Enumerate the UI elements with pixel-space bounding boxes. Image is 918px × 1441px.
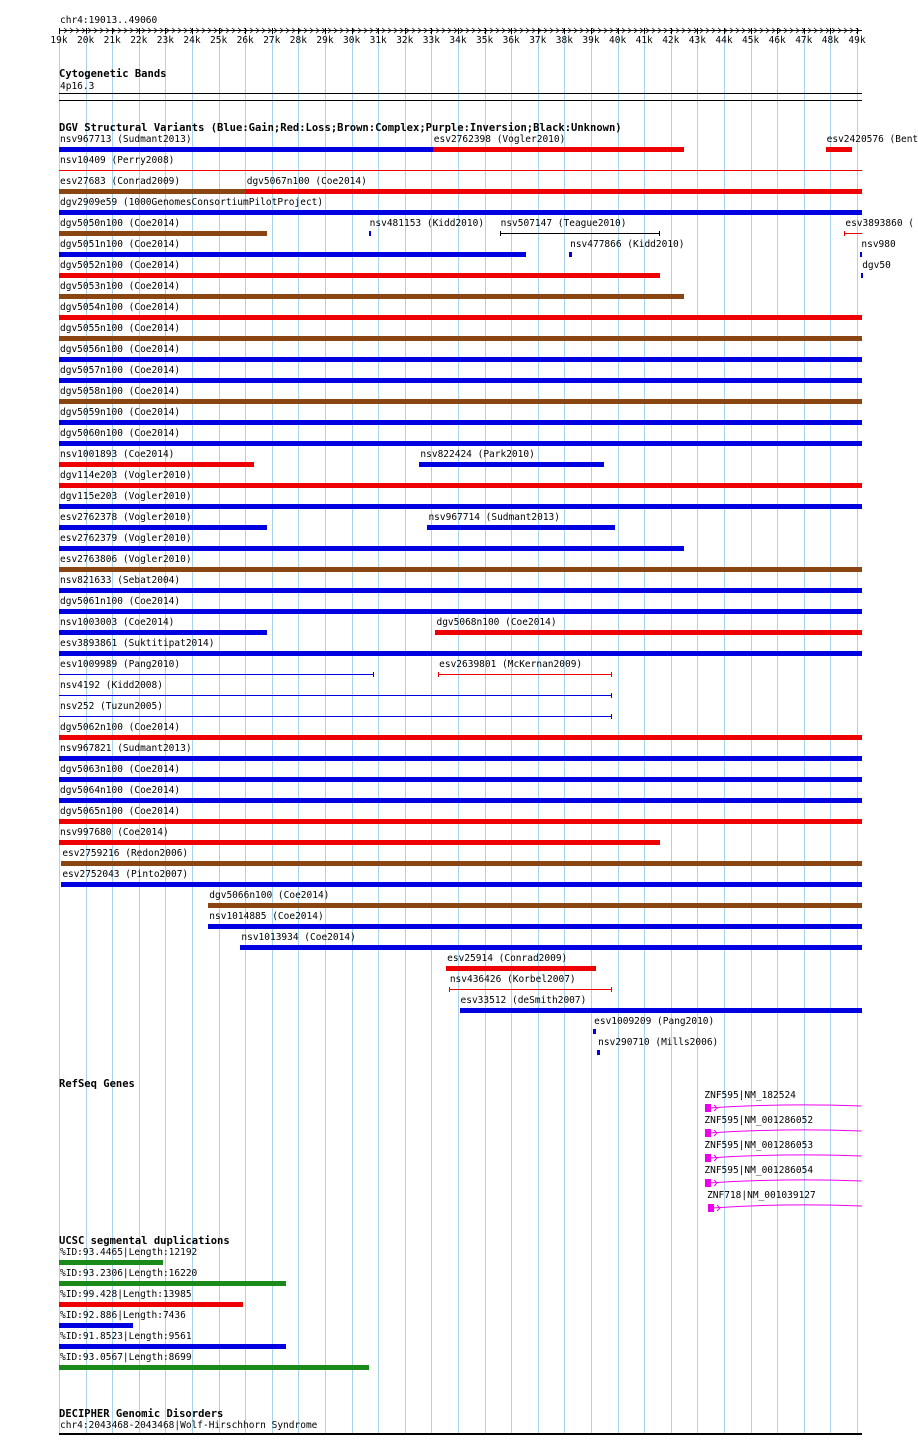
segdup-bar[interactable] [59, 1260, 163, 1265]
grid-line [219, 30, 220, 1435]
ruler-tick [857, 28, 858, 34]
segdup-bar[interactable] [59, 1302, 243, 1307]
exon-block [705, 1104, 711, 1112]
dgv-feature-label[interactable]: esv1009989 (Pang2010) [60, 659, 181, 670]
dgv-feature-label[interactable]: esv33512 (deSmith2007) [460, 995, 587, 1006]
dgv-feature-bar[interactable] [597, 1050, 600, 1055]
grid-line [352, 30, 353, 1435]
ruler-tick-label: 24k [183, 35, 201, 46]
dgv-feature-endcap [500, 231, 501, 236]
dgv-feature-bar[interactable] [427, 525, 614, 530]
dgv-feature-label[interactable]: dgv5050n100 (Coe2014) [60, 218, 181, 229]
locus-label: chr4:19013..49060 [60, 15, 158, 26]
dgv-feature-bar[interactable] [59, 483, 862, 488]
ruler-tick [697, 28, 698, 34]
dgv-feature-bar[interactable] [59, 189, 246, 194]
gene-model[interactable] [705, 1151, 864, 1165]
decipher-feature-label[interactable]: chr4:2043468-2043468|Wolf-Hirschhorn Syndrome [60, 1420, 318, 1431]
dgv-feature-bar[interactable] [59, 231, 267, 236]
dgv-feature-label[interactable]: dgv5062n100 (Coe2014) [60, 722, 181, 733]
dgv-feature-bar[interactable] [59, 399, 862, 404]
dgv-feature-bar[interactable] [59, 273, 660, 278]
dgv-feature-bar[interactable] [59, 252, 526, 257]
cytoband-bar-bottom [59, 100, 862, 101]
dgv-feature-bar[interactable] [435, 630, 862, 635]
dgv-feature-bar[interactable] [369, 231, 372, 236]
ruler-tick-label: 27k [263, 35, 281, 46]
dgv-feature-endcap [373, 672, 374, 677]
dgv-feature-endcap [611, 672, 612, 677]
ruler-tick [830, 28, 831, 34]
gene-label[interactable]: ZNF595|NM_001286053 [704, 1140, 814, 1151]
dgv-feature-label[interactable]: dgv5058n100 (Coe2014) [60, 386, 181, 397]
gene-model[interactable] [705, 1101, 864, 1115]
dgv-feature-endcap [449, 987, 450, 992]
grid-line [485, 30, 486, 1435]
dgv-feature-label[interactable]: dgv5060n100 (Coe2014) [60, 428, 181, 439]
segdup-label[interactable]: %ID:93.0567|Length:8699 [60, 1352, 192, 1363]
grid-line [777, 30, 778, 1435]
dgv-feature-label[interactable]: nsv822424 (Park2010) [420, 449, 535, 460]
grid-line [378, 30, 379, 1435]
gene-label[interactable]: ZNF595|NM_001286052 [704, 1115, 814, 1126]
ruler-tick [192, 28, 193, 34]
dgv-feature-label[interactable]: esv2762398 (Vogler2010) [433, 134, 566, 145]
ruler-tick [405, 28, 406, 34]
dgv-feature-endcap [438, 672, 439, 677]
refseq-track-title[interactable]: RefSeq Genes [59, 1078, 135, 1090]
dgv-feature-line[interactable] [59, 695, 612, 696]
decipher-track-title[interactable]: DECIPHER Genomic Disorders [59, 1408, 224, 1420]
dgv-feature-bar[interactable] [246, 189, 862, 194]
dgv-feature-bar[interactable] [446, 966, 596, 971]
segdup-bar[interactable] [59, 1344, 286, 1349]
intron-line [709, 1130, 862, 1133]
dgv-feature-bar[interactable] [59, 546, 684, 551]
ruler-tick [724, 28, 725, 34]
gene-model[interactable] [705, 1126, 864, 1140]
segdup-bar[interactable] [59, 1281, 286, 1286]
ruler-tick-label: 36k [502, 35, 520, 46]
ruler-axis [0, 0, 890, 34]
dgv-feature-label[interactable]: esv2639801 (McKernan2009) [439, 659, 583, 670]
exon-block [705, 1154, 711, 1162]
dgv-feature-bar[interactable] [59, 210, 862, 215]
exon-block [705, 1129, 711, 1137]
ruler-tick-label: 39k [582, 35, 600, 46]
dgv-feature-bar[interactable] [208, 903, 862, 908]
ruler-tick-label: 30k [343, 35, 361, 46]
ruler-tick-label: 41k [635, 35, 653, 46]
dgv-feature-bar[interactable] [59, 420, 862, 425]
dgv-feature-label[interactable]: dgv5065n100 (Coe2014) [60, 806, 181, 817]
dgv-feature-bar[interactable] [59, 735, 862, 740]
dgv-feature-label[interactable]: dgv5054n100 (Coe2014) [60, 302, 181, 313]
dgv-feature-label[interactable]: nsv997680 (Coe2014) [60, 827, 169, 838]
grid-line [751, 30, 752, 1435]
dgv-feature-label[interactable]: dgv5059n100 (Coe2014) [60, 407, 181, 418]
dgv-feature-bar[interactable] [59, 651, 862, 656]
grid-line [431, 30, 432, 1435]
decipher-feature-bar[interactable] [59, 1433, 862, 1435]
dgv-feature-label[interactable]: esv2762379 (Vogler2010) [60, 533, 192, 544]
dgv-feature-bar[interactable] [59, 357, 862, 362]
dgv-feature-line[interactable] [449, 989, 612, 990]
exon-block [708, 1204, 714, 1212]
dgv-feature-line[interactable] [59, 716, 612, 717]
ruler-tick [511, 28, 512, 34]
dgv-feature-label[interactable]: dgv5061n100 (Coe2014) [60, 596, 181, 607]
dgv-feature-bar[interactable] [59, 525, 267, 530]
dgv-feature-label[interactable]: esv3893861 (Suktitipat2014) [60, 638, 215, 649]
dgv-feature-line[interactable] [59, 674, 374, 675]
gene-label[interactable]: ZNF595|NM_182524 [704, 1090, 796, 1101]
ruler-tick-label: 43k [688, 35, 706, 46]
exon-block [705, 1179, 711, 1187]
ruler-tick-label: 49k [848, 35, 866, 46]
ruler-tick-label: 46k [768, 35, 786, 46]
dgv-feature-label[interactable]: dgv115e203 (Vogler2010) [60, 491, 192, 502]
cytoband-label: 4p16.3 [60, 81, 95, 92]
ruler-tick-label: 45k [742, 35, 760, 46]
dgv-feature-label[interactable]: dgv5064n100 (Coe2014) [60, 785, 181, 796]
dgv-feature-label[interactable]: nsv1003003 (Coe2014) [60, 617, 175, 628]
dgv-feature-endcap [611, 987, 612, 992]
ruler-tick [777, 28, 778, 34]
dgv-feature-label[interactable]: nsv436426 (Korbel2007) [449, 974, 576, 985]
ruler-tick [751, 28, 752, 34]
dgv-feature-label[interactable]: esv2759216 (Redon2006) [62, 848, 189, 859]
ruler-tick [352, 28, 353, 34]
dgv-feature-label[interactable]: dgv5067n100 (Coe2014) [246, 176, 367, 187]
grid-line [830, 30, 831, 1435]
ruler-tick [59, 28, 60, 34]
ruler-tick-label: 44k [715, 35, 733, 46]
dgv-feature-bar[interactable] [59, 294, 684, 299]
grid-line [564, 30, 565, 1435]
ruler-tick-label: 29k [316, 35, 334, 46]
dgv-feature-bar[interactable] [208, 924, 862, 929]
ruler-tick-label: 19k [50, 35, 68, 46]
grid-line [405, 30, 406, 1435]
ruler-tick [325, 28, 326, 34]
segdup-bar[interactable] [59, 1365, 369, 1370]
ruler-tick-label: 22k [130, 35, 148, 46]
ruler-tick-label: 20k [77, 35, 95, 46]
dgv-feature-bar[interactable] [569, 252, 572, 257]
ruler-tick [245, 28, 246, 34]
dgv-feature-label[interactable]: nsv290710 (Mills2006) [598, 1037, 719, 1048]
dgv-feature-bar[interactable] [59, 336, 862, 341]
dgv-feature-label[interactable]: dgv5052n100 (Coe2014) [60, 260, 181, 271]
ruler-tick-label: 34k [449, 35, 467, 46]
dgv-feature-label[interactable]: esv27683 (Conrad2009) [60, 176, 181, 187]
dgv-feature-label[interactable]: nsv1014885 (Coe2014) [209, 911, 324, 922]
intron-line [712, 1205, 862, 1208]
ruler-tick [804, 28, 805, 34]
grid-line [511, 30, 512, 1435]
dgv-feature-label[interactable]: dgv5053n100 (Coe2014) [60, 281, 181, 292]
grid-line [724, 30, 725, 1435]
ruler-tick [431, 28, 432, 34]
dgv-feature-line[interactable] [500, 233, 660, 234]
ruler-tick-label: 28k [289, 35, 307, 46]
dgv-feature-label[interactable]: nsv1013934 (Coe2014) [241, 932, 356, 943]
ruler-tick-label: 32k [396, 35, 414, 46]
dgv-feature-bar[interactable] [240, 945, 862, 950]
dgv-feature-bar[interactable] [59, 777, 862, 782]
dgv-feature-label[interactable]: nsv252 (Tuzun2005) [60, 701, 163, 712]
dgv-feature-label[interactable]: dgv5051n100 (Coe2014) [60, 239, 181, 250]
dgv-feature-label[interactable]: dgv5055n100 (Coe2014) [60, 323, 181, 334]
segdup-bar[interactable] [59, 1323, 133, 1328]
dgv-feature-label[interactable]: nsv507147 (Teague2010) [500, 218, 627, 229]
dgv-feature-label[interactable]: nsv967821 (Sudmant2013) [60, 743, 192, 754]
ruler-tick-label: 47k [795, 35, 813, 46]
segdup-label[interactable]: %ID:92.886|Length:7436 [60, 1310, 186, 1321]
dgv-feature-endcap [844, 231, 845, 236]
dgv-feature-label[interactable]: esv2763806 (Vogler2010) [60, 554, 192, 565]
gene-model[interactable] [705, 1176, 864, 1190]
ruler-tick [644, 28, 645, 34]
ruler-tick-label: 23k [156, 35, 174, 46]
segdup-label[interactable]: %ID:93.2306|Length:16220 [60, 1268, 198, 1279]
ruler-tick-label: 48k [821, 35, 839, 46]
dgv-feature-bar[interactable] [861, 273, 863, 278]
dgv-feature-label[interactable]: esv3893860 ( [845, 218, 914, 229]
ruler-tick-label: 25k [210, 35, 228, 46]
dgv-feature-bar[interactable] [419, 462, 603, 467]
ruler-tick [298, 28, 299, 34]
dgv-feature-label[interactable]: dgv114e203 (Vogler2010) [60, 470, 192, 481]
dgv-feature-bar[interactable] [59, 315, 862, 320]
grid-line [272, 30, 273, 1435]
gene-label[interactable]: ZNF718|NM_001039127 [707, 1190, 816, 1201]
dgv-feature-label[interactable]: nsv477866 (Kidd2010) [570, 239, 685, 250]
dgv-feature-label[interactable]: dgv5068n100 (Coe2014) [436, 617, 557, 628]
ruler-tick [618, 28, 619, 34]
dgv-feature-label[interactable]: dgv5063n100 (Coe2014) [60, 764, 181, 775]
ruler-tick-label: 21k [103, 35, 121, 46]
dgv-feature-bar[interactable] [59, 609, 862, 614]
dgv-feature-bar[interactable] [59, 588, 862, 593]
dgv-feature-bar[interactable] [59, 147, 433, 152]
dgv-feature-bar[interactable] [59, 840, 660, 845]
ruler-tick-label: 38k [555, 35, 573, 46]
dgv-feature-bar[interactable] [59, 630, 267, 635]
dgv-feature-label[interactable]: nsv980 [861, 239, 896, 250]
grid-line [298, 30, 299, 1435]
dgv-feature-line[interactable] [844, 233, 862, 234]
dgv-feature-label[interactable]: dgv5066n100 (Coe2014) [209, 890, 330, 901]
ruler-tick [458, 28, 459, 34]
intron-line [709, 1180, 862, 1183]
dgv-feature-bar[interactable] [59, 462, 254, 467]
ruler-tick [219, 28, 220, 34]
dgv-feature-label[interactable]: dgv5057n100 (Coe2014) [60, 365, 181, 376]
dgv-feature-bar[interactable] [61, 861, 862, 866]
dgv-feature-bar[interactable] [59, 504, 862, 509]
dgv-feature-label[interactable]: esv2762378 (Vogler2010) [60, 512, 192, 523]
dgv-feature-bar[interactable] [433, 147, 684, 152]
intron-line [709, 1105, 862, 1108]
cytoband-bar-top [59, 93, 862, 94]
dgv-feature-line[interactable] [59, 170, 862, 171]
ruler-tick-label: 35k [476, 35, 494, 46]
dgv-feature-bar[interactable] [59, 798, 862, 803]
gene-model[interactable] [708, 1201, 864, 1215]
ruler-tick-label: 40k [609, 35, 627, 46]
dgv-feature-endcap [611, 714, 612, 719]
dgv-feature-endcap [611, 693, 612, 698]
ruler-tick-label: 33k [422, 35, 440, 46]
dgv-feature-endcap [659, 231, 660, 236]
ruler-tick [272, 28, 273, 34]
dgv-feature-bar[interactable] [59, 756, 862, 761]
cytoband-track-title[interactable]: Cytogenetic Bands [59, 68, 167, 80]
ruler-tick-label: 37k [529, 35, 547, 46]
grid-line [245, 30, 246, 1435]
ruler-tick [485, 28, 486, 34]
dgv-feature-label[interactable]: esv2420576 (Bent [826, 134, 918, 145]
segdup-track-title[interactable]: UCSC segmental duplications [59, 1235, 230, 1247]
ruler-tick-label: 42k [662, 35, 680, 46]
ruler-tick [165, 28, 166, 34]
dgv-feature-label[interactable]: esv2752043 (Pinto2007) [62, 869, 189, 880]
ruler-tick [564, 28, 565, 34]
ruler-tick [86, 28, 87, 34]
dgv-track-title[interactable]: DGV Structural Variants (Blue:Gain;Red:Loss;Brown:Complex;Purple:Inversion;Black:Unknown) [59, 122, 622, 134]
dgv-feature-bar[interactable] [460, 1008, 862, 1013]
dgv-feature-label[interactable]: nsv481153 (Kidd2010) [369, 218, 485, 229]
ruler-tick [591, 28, 592, 34]
segdup-label[interactable]: %ID:93.4465|Length:12192 [60, 1247, 198, 1258]
segdup-label[interactable]: %ID:91.8523|Length:9561 [60, 1331, 192, 1342]
grid-line [325, 30, 326, 1435]
dgv-feature-label[interactable]: nsv967713 (Sudmant2013) [60, 134, 192, 145]
gene-label[interactable]: ZNF595|NM_001286054 [704, 1165, 814, 1176]
grid-line [458, 30, 459, 1435]
dgv-feature-label[interactable]: nsv967714 (Sudmant2013) [428, 512, 561, 523]
ruler-tick-label: 31k [369, 35, 387, 46]
grid-line [538, 30, 539, 1435]
ruler-tick [538, 28, 539, 34]
dgv-feature-label[interactable]: dgv5056n100 (Coe2014) [60, 344, 181, 355]
dgv-feature-bar[interactable] [860, 252, 862, 257]
dgv-feature-line[interactable] [438, 674, 612, 675]
dgv-feature-bar[interactable] [593, 1029, 596, 1034]
dgv-feature-bar[interactable] [59, 441, 862, 446]
segdup-label[interactable]: %ID:99.428|Length:13985 [60, 1289, 192, 1300]
ruler-tick [139, 28, 140, 34]
grid-line [804, 30, 805, 1435]
dgv-feature-label[interactable]: esv1009209 (Pang2010) [594, 1016, 715, 1027]
intron-line [709, 1155, 862, 1158]
dgv-feature-label[interactable]: dgv50 [862, 260, 891, 271]
dgv-feature-label[interactable]: dgv2909e59 (1000GenomesConsortiumPilotProject) [60, 197, 324, 208]
grid-line [697, 30, 698, 1435]
dgv-feature-label[interactable]: nsv10409 (Perry2008) [60, 155, 175, 166]
dgv-feature-bar[interactable] [59, 378, 862, 383]
ruler-tick [671, 28, 672, 34]
dgv-feature-bar[interactable] [59, 819, 862, 824]
ruler-tick [112, 28, 113, 34]
dgv-feature-bar[interactable] [59, 567, 862, 572]
dgv-feature-bar[interactable] [61, 882, 862, 887]
dgv-feature-label[interactable]: esv25914 (Conrad2009) [447, 953, 568, 964]
dgv-feature-bar[interactable] [826, 147, 853, 152]
dgv-feature-label[interactable]: nsv1001893 (Coe2014) [60, 449, 175, 460]
dgv-feature-label[interactable]: nsv821633 (Sebat2004) [60, 575, 181, 586]
grid-line [192, 30, 193, 1435]
dgv-feature-label[interactable]: nsv4192 (Kidd2008) [60, 680, 163, 691]
grid-line [857, 30, 858, 1435]
ruler-tick-label: 26k [236, 35, 254, 46]
ruler-tick [378, 28, 379, 34]
